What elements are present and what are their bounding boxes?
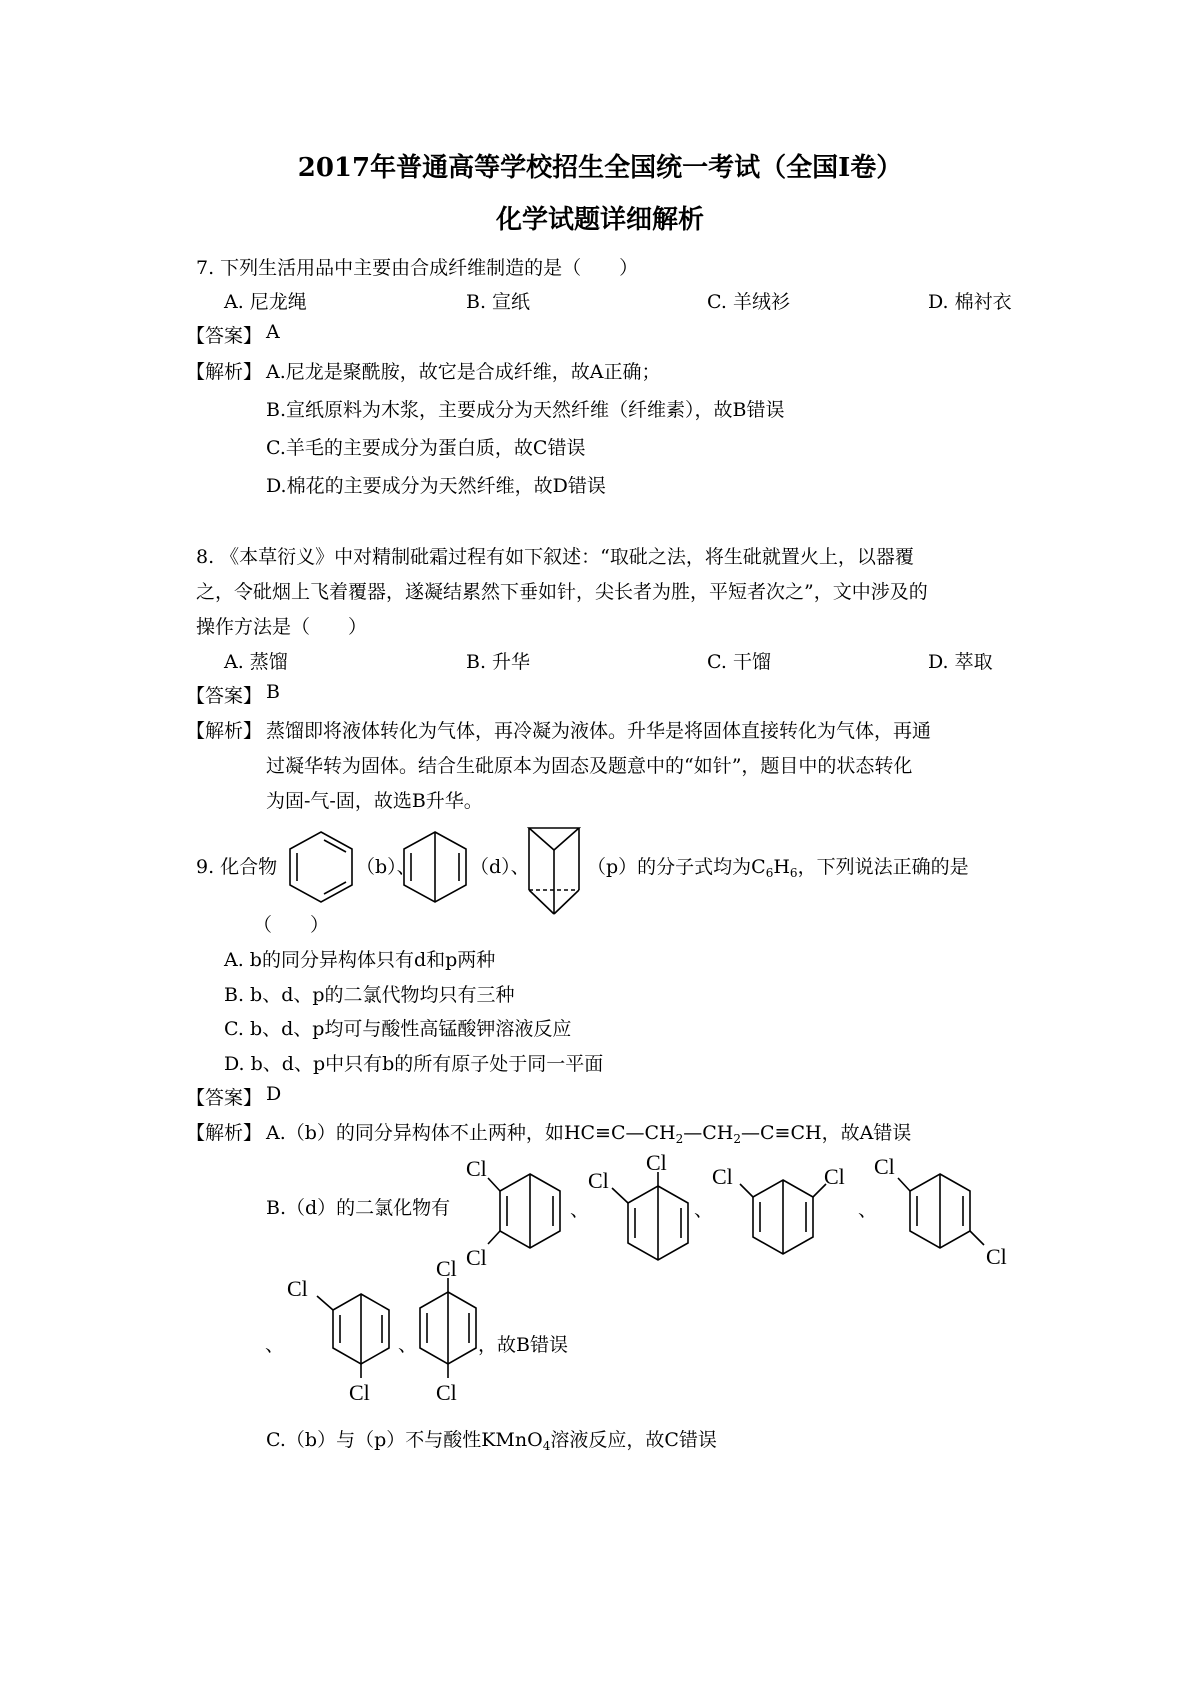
q7-option-d: D. 棉衬衣 [928, 291, 1012, 313]
q9-formula-sub: 6 [765, 866, 774, 880]
benzene-structure-b [286, 828, 356, 906]
q8-analysis-label: 【解析】 [186, 720, 263, 742]
q9-analysis-a [266, 1118, 911, 1146]
q9-analysis-label: 【解析】 [186, 1122, 263, 1144]
q7-option-c: C. 羊绒衫 [707, 291, 790, 313]
q8-answer-label: 【答案】 [186, 685, 263, 707]
cl-label: Cl [646, 1150, 667, 1175]
q7-answer: A [266, 321, 280, 343]
formula-sub: 2 [733, 1132, 741, 1146]
dichloro-structure-2 [588, 1150, 698, 1280]
page-subtitle: 化学试题详细解析 [495, 205, 704, 235]
cl-label: Cl [874, 1154, 895, 1179]
dichloro-structure-1 [462, 1152, 572, 1270]
separator: 、 [265, 1334, 285, 1356]
q9-analysis-a-suffix: ，故A错误 [821, 1122, 912, 1144]
dichloro-structure-5 [283, 1260, 403, 1405]
cl-label: Cl [824, 1164, 845, 1189]
page-title: 2017年普通高等学校招生全国统一考试（全国I卷） [297, 153, 903, 183]
q8-stem-line: 操作方法是（ ） [196, 616, 368, 638]
prismane-structure-p [523, 822, 585, 918]
q8-analysis-line: 为固-气-固，故选B升华。 [266, 790, 483, 812]
q9-analysis-b-suffix: ，故B错误 [478, 1334, 568, 1356]
q9-tag-p [587, 852, 969, 880]
q9-tag-b: （b）、 [356, 856, 416, 878]
q8-stem-line: 之，令砒烟上飞着覆器，遂凝结累然下垂如针，尖长者为胜，平短者次之”，文中涉及的 [196, 581, 928, 603]
q8-option-b: B. 升华 [466, 651, 531, 673]
q9-answer-label: 【答案】 [186, 1087, 263, 1109]
separator: 、 [398, 1334, 418, 1356]
q9-tag-p-text: （p）的分子式均为C [587, 856, 766, 878]
formula-sub: 2 [675, 1132, 684, 1146]
q9-analysis-c-text: C.（b）与（p）不与酸性KMnO [266, 1429, 543, 1451]
separator: 、 [570, 1199, 590, 1221]
cl-label: Cl [712, 1164, 733, 1189]
formula-part: —CH [683, 1122, 734, 1144]
q7-stem: 7. 下列生活用品中主要由合成纤维制造的是（ ） [196, 257, 639, 279]
q9-answer: D [266, 1083, 282, 1105]
q9-option-b: B. b、d、p的二氯代物均只有三种 [224, 984, 515, 1006]
cl-label: Cl [436, 1380, 457, 1405]
q9-analysis-c [266, 1425, 717, 1453]
q7-analysis-label: 【解析】 [186, 361, 263, 383]
separator: 、 [858, 1199, 878, 1221]
cl-label: Cl [588, 1168, 609, 1193]
q9-option-d: D. b、d、p中只有b的所有原子处于同一平面 [224, 1053, 604, 1075]
q9-paren: （ ） [253, 914, 330, 936]
cl-label: Cl [287, 1276, 308, 1301]
dewar-benzene-structure-d [400, 828, 470, 906]
q8-answer: B [266, 681, 280, 703]
dichloro-structure-4 [870, 1148, 1020, 1278]
q8-option-a: A. 蒸馏 [224, 651, 288, 673]
q9-formula-h: H [773, 856, 790, 878]
dichloro-structure-3 [708, 1150, 858, 1270]
q8-option-d: D. 萃取 [928, 651, 993, 673]
cl-label: Cl [466, 1156, 487, 1181]
q9-option-a: A. b的同分异构体只有d和p两种 [224, 949, 496, 971]
q8-analysis-line: 过凝华转为固体。结合生砒原本为固态及题意中的“如针”，题目中的状态转化 [266, 755, 913, 777]
q9-alkyne-formula [564, 1122, 822, 1144]
q8-stem-line: 8. 《本草衍义》中对精制砒霜过程有如下叙述：“取砒之法，将生砒就置火上，以器覆 [196, 546, 914, 568]
formula-part: HC≡C—CH [563, 1122, 676, 1144]
q8-option-c: C. 干馏 [707, 651, 771, 673]
q9-stem-suffix: ，下列说法正确的是 [797, 856, 969, 878]
q7-answer-label: 【答案】 [186, 325, 263, 347]
q7-option-b: B. 宣纸 [466, 291, 531, 313]
q9-analysis-b-prefix: B.（d）的二氯化物有 [266, 1197, 451, 1219]
q9-formula-sub: 6 [789, 866, 798, 880]
q9-analysis-c-suffix: 溶液反应，故C错误 [550, 1429, 717, 1451]
formula-part: —C≡CH [741, 1122, 822, 1144]
q7-analysis-line: C.羊毛的主要成分为蛋白质，故C错误 [266, 437, 586, 459]
q7-analysis-line: B.宣纸原料为木浆，主要成分为天然纤维（纤维素），故B错误 [266, 399, 785, 421]
cl-label: Cl [436, 1256, 457, 1281]
q7-analysis-line: A.尼龙是聚酰胺，故它是合成纤维，故A正确； [266, 361, 661, 383]
cl-label: Cl [986, 1244, 1007, 1269]
formula-sub: 4 [542, 1439, 551, 1453]
q9-analysis-a-text: A.（b）的同分异构体不止两种，如 [266, 1122, 564, 1144]
q9-stem-prefix: 9. 化合物 [196, 856, 278, 878]
q7-analysis-line: D.棉花的主要成分为天然纤维，故D错误 [266, 475, 606, 497]
separator: 、 [694, 1199, 714, 1221]
q7-option-a: A. 尼龙绳 [224, 291, 307, 313]
q9-tag-d: （d）、 [470, 856, 530, 878]
cl-label: Cl [466, 1245, 487, 1270]
dichloro-structure-6 [408, 1258, 488, 1408]
q8-analysis-line: 蒸馏即将液体转化为气体，再冷凝为液体。升华是将固体直接转化为气体，再通 [266, 720, 932, 742]
q9-option-c: C. b、d、p均可与酸性高锰酸钾溶液反应 [224, 1018, 572, 1040]
cl-label: Cl [349, 1380, 370, 1405]
